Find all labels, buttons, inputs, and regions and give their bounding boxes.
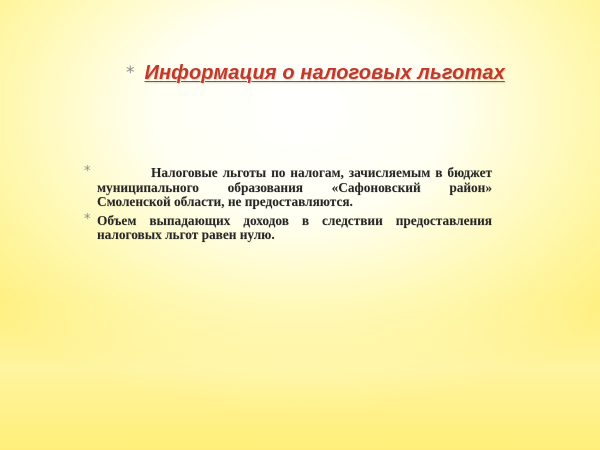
slide-content <box>84 166 492 247</box>
title-bullet-icon: * <box>126 62 135 83</box>
background-glow <box>0 300 600 450</box>
bullet-item <box>84 166 492 210</box>
bullet-item <box>84 211 492 243</box>
bullet-text-lost-revenue: Объем выпадающих доходов в следствии предоставления налоговых льгот равен нулю. <box>97 212 492 242</box>
slide-title-row <box>126 57 506 89</box>
bullet-icon: * <box>84 211 91 227</box>
slide-title: Информация о налоговых льготах <box>144 61 505 84</box>
bullet-text-tax-benefits: Налоговые льготы по налогам, зачисляемым в бюджет муниципального образования «Сафоновский район» Смоленской области, не предоставляются. <box>97 165 492 209</box>
bullet-icon: * <box>84 164 91 179</box>
